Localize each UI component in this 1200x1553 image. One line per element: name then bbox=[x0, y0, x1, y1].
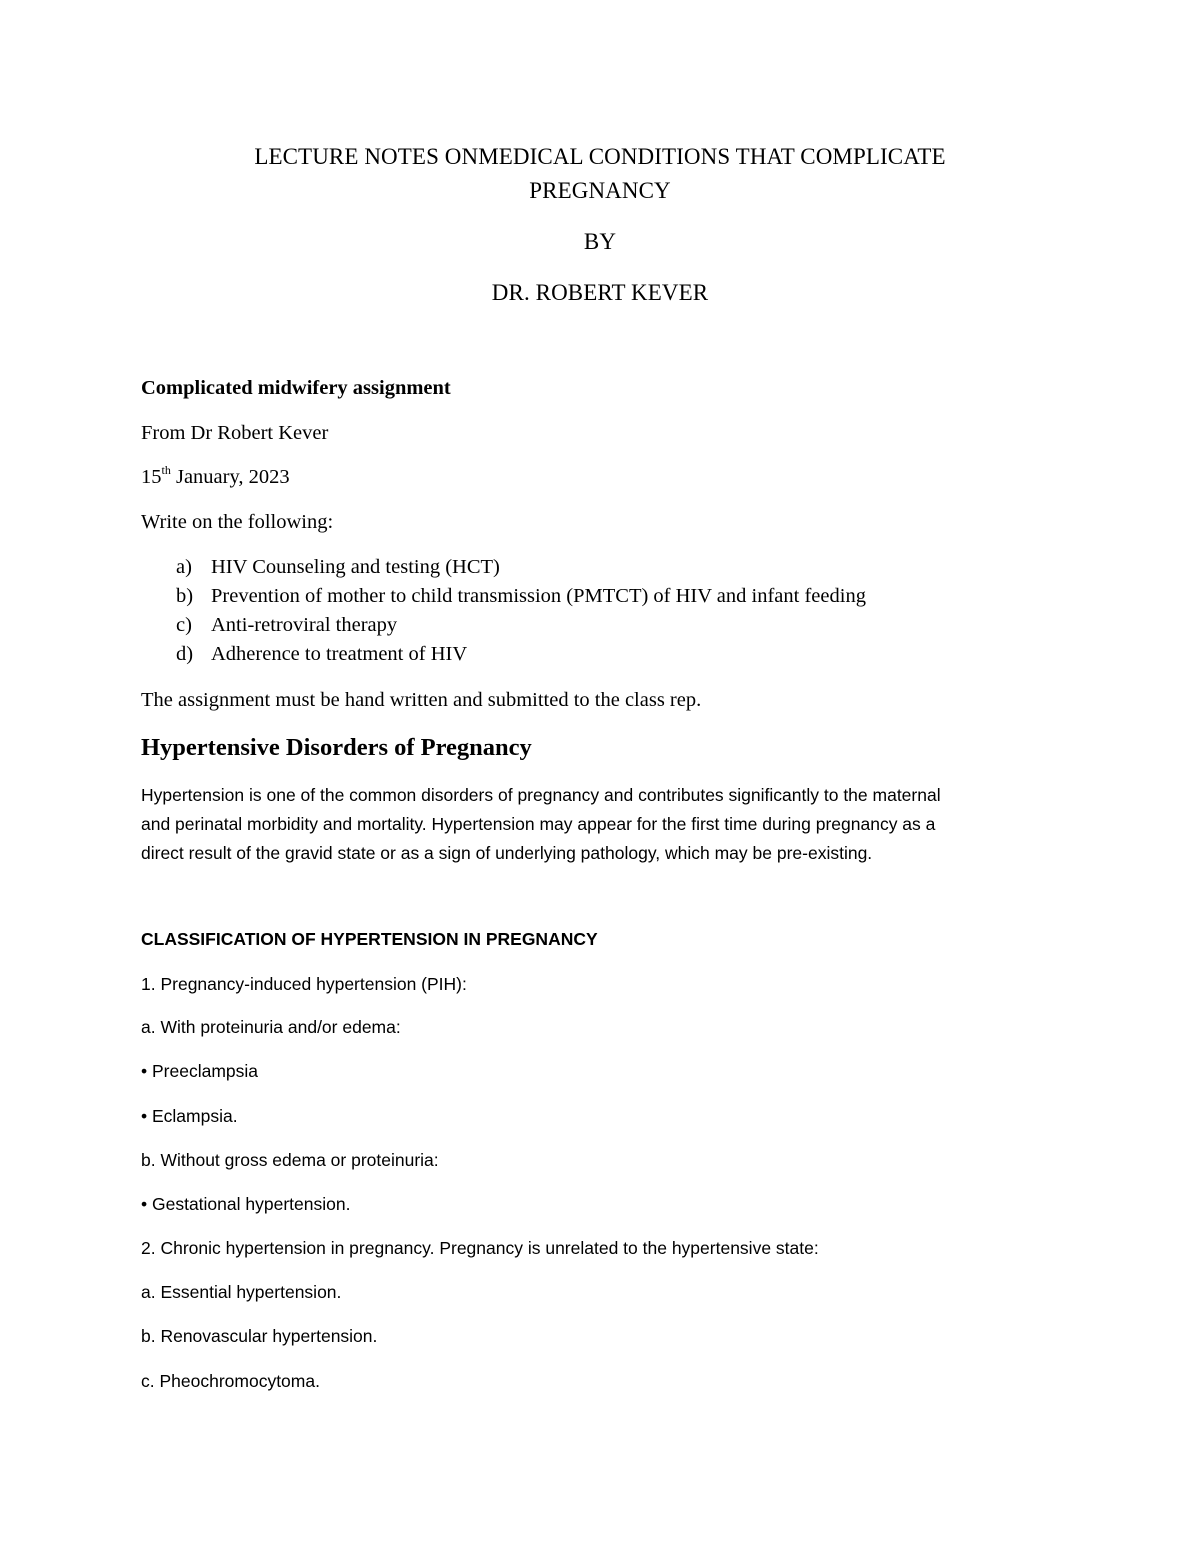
paragraph-line: direct result of the gravid state or as a sign of underlying pathology, which may be pre-existing. bbox=[141, 843, 873, 863]
assignment-item bbox=[176, 614, 397, 637]
classification-line: • Preeclampsia bbox=[141, 1061, 259, 1081]
title-by: BY bbox=[583, 229, 617, 254]
classification-line: b. Renovascular hypertension. bbox=[141, 1326, 378, 1346]
date-rest: January, 2023 bbox=[170, 466, 290, 488]
assignment-from: From Dr Robert Kever bbox=[141, 422, 329, 444]
classification-line: 1. Pregnancy-induced hypertension (PIH): bbox=[141, 974, 467, 994]
list-marker: c) bbox=[176, 614, 192, 636]
classification-line: • Gestational hypertension. bbox=[141, 1194, 351, 1214]
list-text: HIV Counseling and testing (HCT) bbox=[211, 556, 500, 578]
assignment-item bbox=[176, 585, 866, 608]
assignment-heading: Complicated midwifery assignment bbox=[141, 377, 451, 399]
list-marker: a) bbox=[176, 556, 192, 578]
paragraph-line: Hypertension is one of the common disorders of pregnancy and contributes significantly to the maternal bbox=[141, 785, 941, 805]
date-day: 15 bbox=[141, 466, 162, 488]
classification-line: 2. Chronic hypertension in pregnancy. Pregnancy is unrelated to the hypertensive state: bbox=[141, 1238, 819, 1258]
classification-line: a. Essential hypertension. bbox=[141, 1282, 342, 1302]
title-line-2: PREGNANCY bbox=[529, 178, 671, 203]
assignment-item bbox=[176, 556, 500, 579]
title-line-1: LECTURE NOTES ONMEDICAL CONDITIONS THAT COMPLICATE bbox=[254, 144, 946, 169]
assignment-date bbox=[141, 463, 290, 489]
list-text: Prevention of mother to child transmission (PMTCT) of HIV and infant feeding bbox=[211, 585, 866, 607]
assignment-intro: Write on the following: bbox=[141, 511, 334, 533]
date-suffix: th bbox=[161, 463, 171, 478]
list-marker: d) bbox=[176, 643, 194, 665]
classification-line: • Eclampsia. bbox=[141, 1106, 238, 1126]
paragraph-line: and perinatal morbidity and mortality. Hypertension may appear for the first time during pregnancy as a bbox=[141, 814, 936, 834]
list-text: Adherence to treatment of HIV bbox=[211, 643, 468, 665]
assignment-note: The assignment must be hand written and submitted to the class rep. bbox=[141, 689, 702, 711]
title-author: DR. ROBERT KEVER bbox=[491, 280, 709, 305]
list-marker: b) bbox=[176, 585, 194, 607]
assignment-item bbox=[176, 643, 467, 666]
section-heading-hypertension: Hypertensive Disorders of Pregnancy bbox=[141, 734, 532, 761]
classification-line: b. Without gross edema or proteinuria: bbox=[141, 1150, 439, 1170]
list-text: Anti-retroviral therapy bbox=[211, 614, 398, 636]
section-heading-classification: CLASSIFICATION OF HYPERTENSION IN PREGNANCY bbox=[141, 929, 598, 949]
classification-line: c. Pheochromocytoma. bbox=[141, 1371, 320, 1391]
classification-line: a. With proteinuria and/or edema: bbox=[141, 1017, 401, 1037]
